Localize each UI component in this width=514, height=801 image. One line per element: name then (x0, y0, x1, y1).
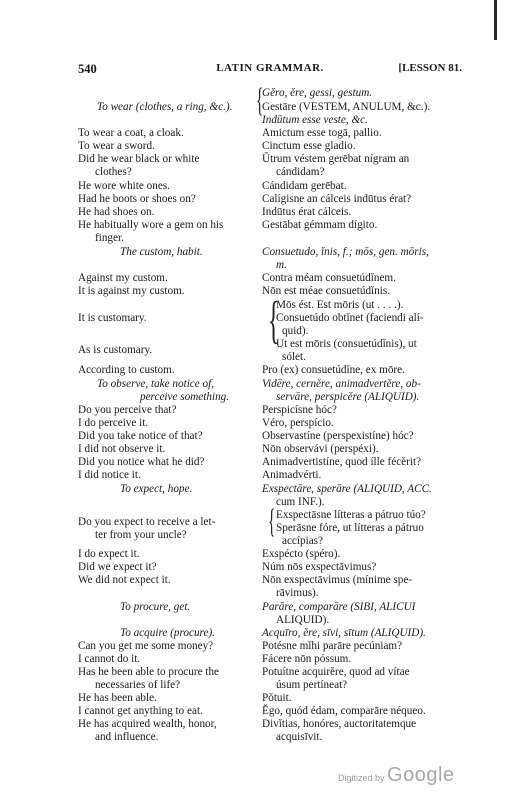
latin-line: Animadvertistíne, quod ílle fécĕrit? (262, 456, 422, 468)
running-title: LATIN GRAMMAR. (216, 62, 324, 74)
english-line: I do perceive it. (78, 417, 149, 429)
latin-line: Observastíne (perspexistíne) hóc? (262, 430, 414, 442)
english-line: I do expect it. (78, 548, 140, 560)
english-line: Had he boots or shoes on? (78, 193, 196, 205)
latin-line: Nōn est méae consuetúdĭnis. (262, 285, 391, 297)
english-line: We did not expect it. (78, 574, 171, 586)
latin-line: Consuetúdo obtĭnet (faciendi alí- (276, 312, 424, 324)
latin-line: Ut est mōris (consuetúdĭnis), ut (276, 338, 417, 350)
english-line: ter from your uncle? (95, 529, 187, 541)
latin-line: Indūtus érat cálceis. (262, 206, 352, 218)
latin-line: Parāre, comparāre (SIBI, ALICUI (262, 601, 416, 613)
english-line: Do you perceive that? (78, 404, 177, 416)
latin-line: Pŏtuit. (262, 692, 292, 704)
english-line: It is against my custom. (78, 285, 185, 297)
page-edge-bar (494, 0, 497, 40)
english-line: He has been able. (78, 692, 157, 704)
english-line: To procure, get. (120, 601, 191, 613)
latin-line: Cándidam gerēbat. (262, 180, 347, 192)
brace-customary: { (268, 292, 280, 349)
latin-line: Véro, perspício. (262, 417, 334, 429)
latin-line: Gestāre (VESTEM, ANULUM, &c.). (262, 101, 431, 113)
english-line: To wear a sword. (78, 140, 155, 152)
digitized-watermark (338, 764, 455, 787)
latin-line: m. (276, 259, 287, 271)
watermark-brand: Google (387, 764, 455, 786)
latin-line: Cinctum esse gladio. (262, 140, 356, 152)
page-header (78, 62, 462, 78)
english-line: I did not observe it. (78, 443, 166, 455)
latin-line: Ŭtrum véstem gerēbat nígram an (262, 153, 410, 165)
english-line: To observe, take notice of, (97, 378, 215, 390)
latin-line: accípias? (282, 535, 323, 547)
latin-line: Nōn exspectāvimus (mínime spe- (262, 574, 413, 586)
english-line: To wear (clothes, a ring, &c.). (97, 101, 233, 113)
english-line: He habitually wore a gem on his (78, 219, 224, 231)
latin-line: ALIQUID). (276, 614, 330, 626)
latin-line: Potésne mĭhi parāre pecúniam? (262, 640, 403, 652)
latin-line: cum INF.). (276, 496, 325, 508)
english-line: I cannot do it. (78, 653, 141, 665)
english-line: Can you get me some money? (78, 640, 214, 652)
english-line: Did he wear black or white (78, 153, 200, 165)
english-line: To expect, hope. (120, 483, 193, 495)
latin-line: Exspécto (spéro). (262, 548, 341, 560)
english-line: Do you expect to receive a let- (78, 516, 216, 528)
english-line: He wore white ones. (78, 180, 170, 192)
latin-line: Exspectāre, sperāre (ALIQUID, ACC. (262, 483, 432, 495)
latin-line: Divĭtias, honóres, auctoritatemque (262, 718, 417, 730)
english-line: I did notice it. (78, 469, 141, 481)
latin-line: sólet. (282, 351, 306, 363)
latin-line: úsum pertíneat? (276, 679, 348, 691)
english-line: and influence. (95, 731, 159, 743)
latin-line: Perspicísne hóc? (262, 404, 337, 416)
latin-line: Acquīro, ĕre, sīvi, sītum (ALIQUID). (262, 627, 426, 639)
latin-line: quid). (282, 325, 309, 337)
brace-wear: { (256, 82, 264, 119)
english-line: Against my custom. (78, 272, 168, 284)
english-line: He had shoes on. (78, 206, 155, 218)
latin-line: Potuítne acquirĕre, quod ad vítae (262, 666, 410, 678)
english-line: Did you notice what he did? (78, 456, 205, 468)
english-line: Did you take notice of that? (78, 430, 203, 442)
latin-line: Núm nōs exspectāvimus? (262, 561, 377, 573)
latin-line: cándidam? (276, 166, 325, 178)
latin-line: Mōs ést. Est mōris (ut . . . .). (276, 299, 404, 311)
english-line: necessaries of life? (95, 679, 181, 691)
english-line: clothes? (95, 166, 132, 178)
english-line: Has he been able to procure the (78, 666, 220, 678)
english-line: The custom, habit. (120, 246, 203, 258)
english-line: perceive something. (140, 391, 230, 403)
latin-line: Fácere nōn póssum. (262, 653, 352, 665)
latin-line: Gĕro, ĕre, gessi, gestum. (262, 87, 373, 99)
english-line: finger. (95, 232, 124, 244)
latin-line: acquisīvit. (276, 731, 323, 743)
english-line: I cannot get anything to eat. (78, 705, 203, 717)
latin-line: rāvimus). (276, 587, 319, 599)
latin-line: Ĕgo, quód édam, comparāre néqueo. (262, 705, 426, 717)
latin-line: Contra méam consuetúdĭnem. (262, 272, 396, 284)
watermark-prefix: Digitized by (338, 773, 385, 783)
english-line: As is customary. (78, 344, 153, 356)
page-number: 540 (78, 62, 97, 76)
latin-line: Calígisne an cálceis indūtus érat? (262, 193, 412, 205)
english-line: To wear a coat, a cloak. (78, 127, 184, 139)
latin-line: Consuetudo, ĭnis, f.; mōs, gen. mōris, (262, 246, 429, 258)
english-line: It is customary. (78, 312, 147, 324)
brace-expect-letter: { (268, 503, 276, 540)
latin-line: Pro (ex) consuetúdĭne, ex mōre. (262, 364, 405, 376)
english-line: To acquire (procure). (120, 627, 215, 639)
latin-line: Gestābat gémmam dígito. (262, 219, 378, 231)
latin-line: Exspectāsne lítteras a pátruo túo? (276, 509, 426, 521)
latin-line: Amictum esse togā, pallio. (262, 127, 382, 139)
english-line: According to custom. (78, 364, 175, 376)
english-line: He has acquired wealth, honor, (78, 718, 217, 730)
latin-line: Sperāsne fóre, ut lítteras a pátruo (276, 522, 424, 534)
latin-line: Nōn observávi (perspéxi). (262, 443, 379, 455)
latin-line: Vidēre, cernĕre, animadvertĕre, ob- (262, 378, 421, 390)
english-line: Did we expect it? (78, 561, 157, 573)
lesson-label: [LESSON 81. (398, 62, 462, 74)
latin-line: Indūtum esse veste, &c. (262, 114, 368, 126)
latin-line: Animadvérti. (262, 469, 322, 481)
latin-line: servāre, perspicĕre (ALIQUID). (276, 391, 420, 403)
